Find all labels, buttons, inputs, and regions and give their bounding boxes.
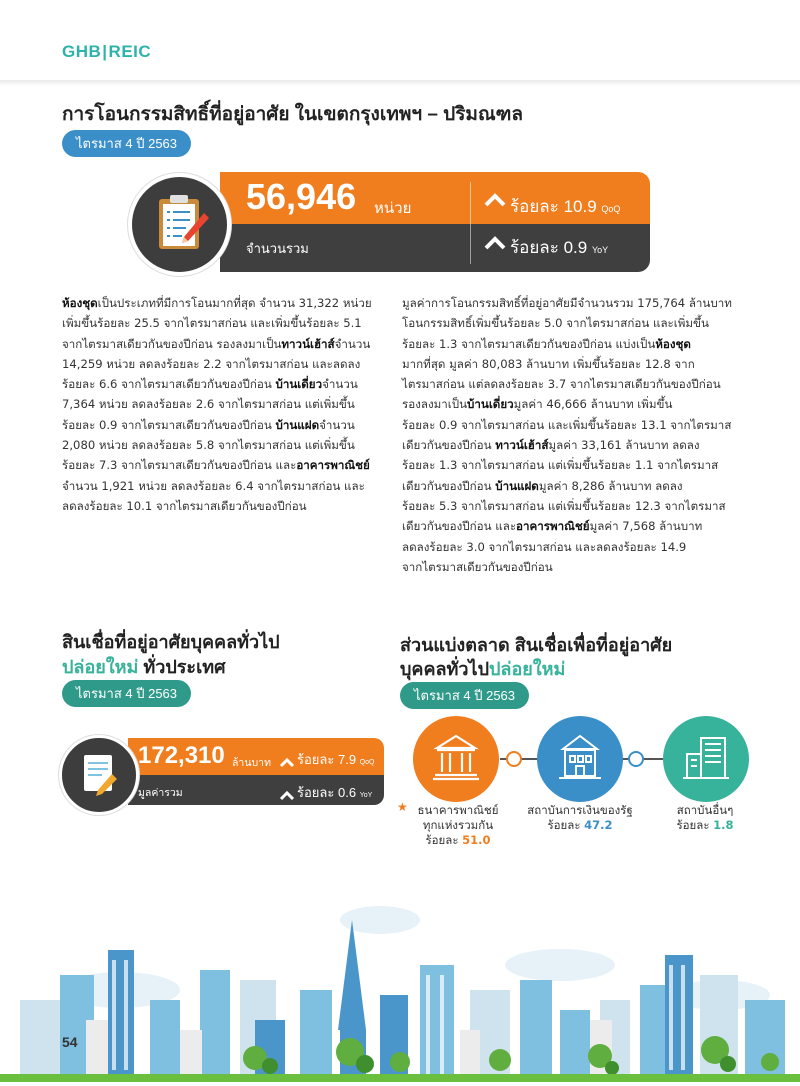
city-skyline-illustration [0,880,800,1082]
transfer-value-text-line [402,476,728,496]
transfer-value-text-line [402,313,728,333]
connector-dot [506,751,522,767]
loan-qoq-tag: QoQ [359,759,375,766]
loan-yoy-value: 0.6 [337,785,357,800]
section3-title-accent: ปล่อยใหม่ [489,659,566,679]
text-run: จำนวน 1,921 หน่วย ลดลงร้อยละ 6.4 จากไตรมาสก่อน และ [62,478,365,493]
text-run: จำนวน [319,417,355,432]
market-share-other [645,803,765,833]
text-run: มูลค่า 7,568 ล้านบาท [589,519,703,534]
section3-title-line1: ส่วนแบ่งตลาด สินเชื่อเพื่อที่อยู่อาศัย [400,635,673,655]
page-number: 54 [62,1034,78,1050]
section2-title-line2 [62,652,226,681]
transfer-caption: จำนวนรวม [246,241,309,256]
transfer-count-unit: หน่วย [374,200,412,217]
text-run: มูลค่า 8,286 ล้านบาท ลดลง [538,478,683,493]
text-run: เป็นประเภทที่มีการโอนมากที่สุด จำนวน 31,322 หน่วย [97,296,372,310]
text-run: ร้อยละ 1.3 จากไตรมาสก่อน แต่เพิ่มขึ้นร้อยละ 1.1 จากไตรมาส [402,458,719,473]
text-run: มากที่สุด มูลค่า 80,083 ล้านบาท เพิ่มขึ้นร้อยละ 12.8 จาก [402,356,695,371]
other-label: สถาบันอื่นๆ [676,803,734,817]
pct-label: ร้อยละ [676,818,710,832]
header-divider [0,80,800,86]
transfer-value-text-line [402,435,728,455]
qoq-tag: QoQ [601,204,621,214]
text-run: จำนวน [322,377,358,392]
commercial-bank-icon [413,716,499,802]
stat-divider [470,182,471,264]
section2-title-accent: ปล่อยใหม่ [62,657,139,677]
connector-dot [628,751,644,767]
section2-period-badge: ไตรมาส 4 ปี 2563 [62,680,191,707]
other-institution-icon [663,716,749,802]
text-run: จากไตรมาสเดียวกันของปีก่อน รองลงมาเป็น [62,336,282,351]
text-run: ร้อยละ 5.3 จากไตรมาสก่อน แต่เพิ่มขึ้นร้อยละ 12.3 จากไตรมาส [402,498,726,513]
commercial-label: ธนาคารพาณิชย์ [417,803,499,817]
yoy-tag: YoY [591,245,609,255]
section3-title-line2 [400,654,565,683]
transfer-units-text-line [62,354,388,374]
pct-label: ร้อยละ [547,818,581,832]
transfer-value-text-line [402,374,728,394]
transfer-value-text-line [402,334,728,354]
section2-title-rest: ทั่วประเทศ [138,657,226,677]
transfer-units-text-line [62,293,388,313]
bold-term: บ้านเดี่ยว [467,397,514,412]
transfer-units-text-line [62,394,388,414]
text-run: ร้อยละ 7.3 จากไตรมาสเดียวกันของปีก่อน และ [62,458,297,473]
text-run: ไตรมาสก่อน แต่ลดลงร้อยละ 3.7 จากไตรมาสเดียวกันของปีก่อน [402,377,721,392]
commercial-pct [398,833,518,848]
other-pct [645,818,765,833]
pct-value: 51.0 [462,833,491,847]
transfer-value-text-line [402,455,728,475]
qoq-label: ร้อยละ [510,197,559,216]
text-run: มูลค่า 33,161 ล้านบาท ลดลง [548,438,700,453]
transfer-units-text-line [62,496,388,516]
qoq-line [510,193,620,220]
loan-caption: มูลค่ารวม [138,787,183,799]
government-bank-icon [537,716,623,802]
transfer-units-text-line [62,476,388,496]
loan-yoy-line [297,782,372,803]
section2-title-line1: สินเชื่อที่อยู่อาศัยบุคคลทั่วไป [62,632,280,652]
text-run: ลดลงร้อยละ 3.0 จากไตรมาสก่อน และลดลงร้อยละ 14.9 [402,539,687,554]
loan-qoq-line [297,749,374,770]
bold-term: บ้านเดี่ยว [275,377,323,392]
transfer-value-text-line [402,537,728,557]
text-run: เดียวกันของปีก่อน [402,478,496,493]
loan-qoq-label: ร้อยละ [297,752,335,767]
arrow-up-icon [484,192,506,208]
bold-term: ห้องชุด [655,336,691,351]
star-icon: ★ [397,800,408,814]
pct-label: ร้อยละ [425,833,459,847]
government-label: สถาบันการเงินของรัฐ [527,803,633,817]
text-run: มูลค่า 46,666 ล้านบาท เพิ่มขึ้น [513,397,673,412]
clipboard-icon [128,173,231,276]
market-share-commercial [398,803,518,848]
pct-value: 1.8 [713,818,734,832]
text-run: ร้อยละ 0.9 จากไตรมาสเดียวกันของปีก่อน [62,417,276,432]
transfer-value-text-line [402,354,728,374]
market-share-government [520,803,640,833]
pct-value: 47.2 [584,818,613,832]
text-run: รองลงมาเป็น [402,397,468,412]
text-run: ร้อยละ 1.3 จากไตรมาสเดียวกันของปีก่อน แบ่งเป็น [402,336,656,351]
section3-title-rest: บุคคลทั่วไป [400,659,489,679]
transfer-value-text-line [402,496,728,516]
text-run: มูลค่าการโอนกรรมสิทธิ์ที่อยู่อาศัยมีจำนวนรวม 175,764 ล้านบาท [402,296,732,310]
logo-right: REIC [108,42,152,61]
transfer-units-paragraph [62,293,388,516]
transfer-units-text-line [62,435,388,455]
text-run: เดียวกันของปีก่อน [402,438,496,453]
transfer-value-text-line [402,293,732,313]
bold-term: อาคารพาณิชย์ [516,519,590,534]
transfer-units-text-line [62,374,388,394]
text-run: 2,080 หน่วย ลดลงร้อยละ 5.8 จากไตรมาสก่อน แต่เพิ่มขึ้น [62,438,355,453]
transfer-units-text-line [62,313,388,333]
text-run: ร้อยละ 6.6 จากไตรมาสเดียวกันของปีก่อน [62,377,276,392]
text-run: เดียวกันของปีก่อน และ [402,519,517,534]
text-run: ร้อยละ 0.9 จากไตรมาสก่อน และเพิ่มขึ้นร้อยละ 13.1 จากไตรมาส [402,417,732,432]
loan-yoy-label: ร้อยละ [297,785,335,800]
bold-term: ห้องชุด [62,296,98,310]
section1-title: การโอนกรรมสิทธิ์ที่อยู่อาศัย ในเขตกรุงเทพฯ – ปริมณฑล [62,104,524,125]
qoq-value: 10.9 [563,197,597,216]
transfer-units-text-line [62,415,388,435]
transfer-value-text-line [402,516,728,536]
transfer-units-text-line [62,334,388,354]
section3-period-badge: ไตรมาส 4 ปี 2563 [400,682,529,709]
logo-separator: | [102,42,108,61]
transfer-value-paragraph [402,293,732,577]
transfer-value-text-line [402,415,732,435]
bold-term: บ้านแฝด [495,478,539,493]
logo-left: GHB [62,42,102,61]
commercial-label2: ทุกแห่งรวมกัน [422,818,494,832]
bold-term: ทาวน์เฮ้าส์ [495,438,549,453]
section1-period-badge: ไตรมาส 4 ปี 2563 [62,130,191,157]
bold-term: ทาวน์เฮ้าส์ [281,336,335,351]
yoy-value: 0.9 [563,238,588,257]
transfer-units-text-line [62,455,388,475]
text-run: ลดลงร้อยละ 10.1 จากไตรมาสเดียวกันของปีก่อน [62,498,307,513]
yoy-label: ร้อยละ [510,238,559,257]
loan-value: 172,310 [138,742,225,769]
government-pct [520,818,640,833]
arrow-up-icon [280,753,294,764]
loan-unit: ล้านบาท [232,757,271,769]
text-run: จำนวน [334,336,371,351]
arrow-up-icon [484,235,506,251]
yoy-line [510,234,608,261]
text-run: เพิ่มขึ้นร้อยละ 25.5 จากไตรมาสก่อน และเพิ่มขึ้นร้อยละ 5.1 [62,316,362,331]
transfer-value-text-line [402,557,728,577]
text-run: จากไตรมาสเดียวกันของปีก่อน [402,559,553,574]
bold-term: อาคารพาณิชย์ [296,458,370,473]
loan-qoq-value: 7.9 [337,752,357,767]
text-run: โอนกรรมสิทธิ์เพิ่มขึ้นร้อยละ 5.0 จากไตรมาสก่อน และเพิ่มขึ้น [402,316,709,331]
transfer-count-value: 56,946 [246,176,357,217]
logo [62,42,151,62]
text-run: 14,259 หน่วย ลดลงร้อยละ 2.2 จากไตรมาสก่อน และลดลง [62,356,361,371]
document-pen-icon [59,735,139,815]
text-run: 7,364 หน่วย ลดลงร้อยละ 2.6 จากไตรมาสก่อน แต่เพิ่มขึ้น [62,397,355,412]
transfer-value-text-line [402,394,728,414]
arrow-up-icon [280,786,294,797]
bold-term: บ้านแฝด [275,417,320,432]
loan-yoy-tag: YoY [359,792,373,799]
